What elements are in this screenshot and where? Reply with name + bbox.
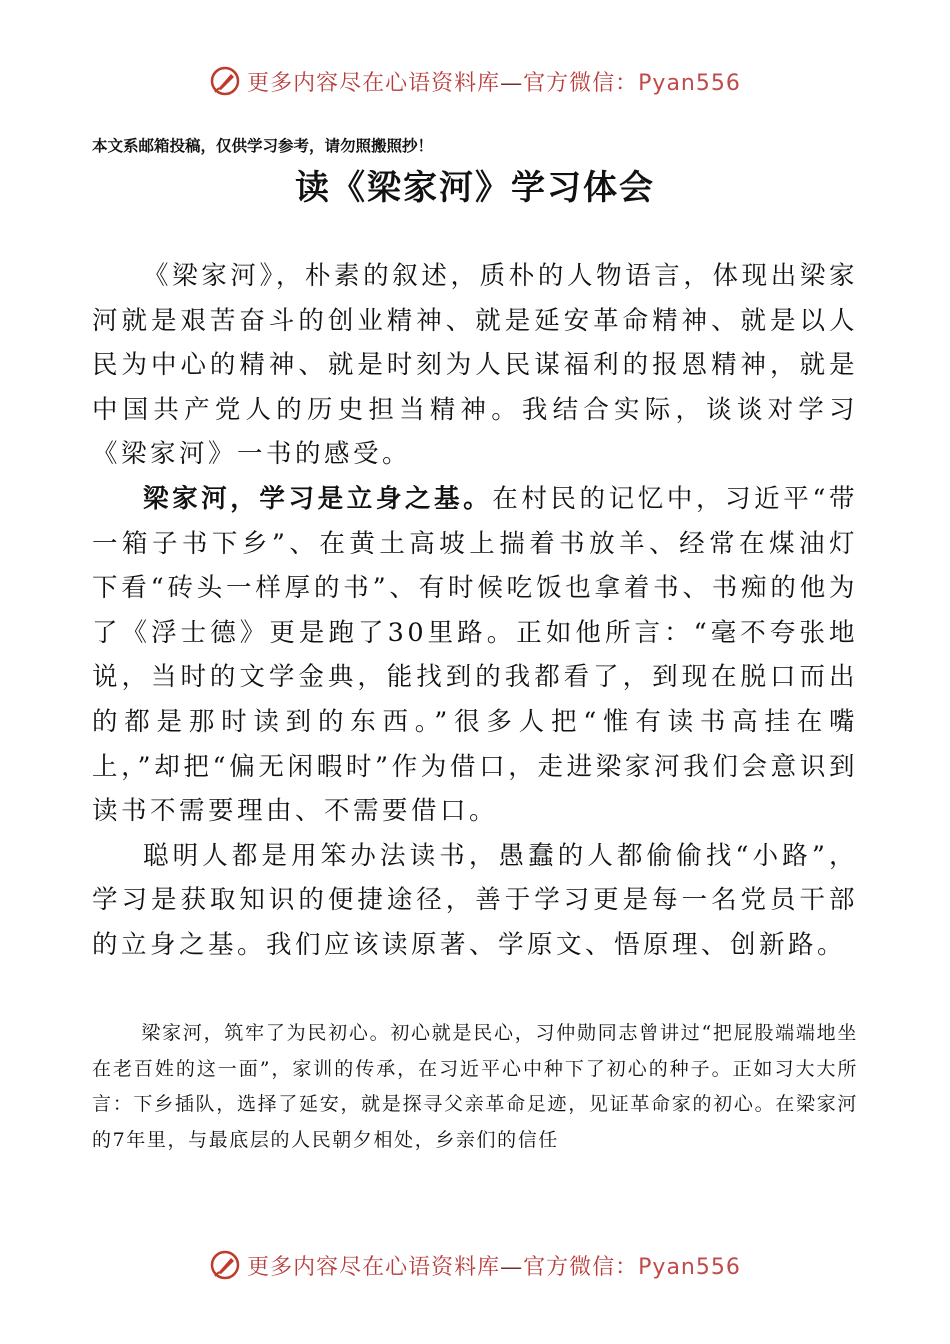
header-banner-text: [247, 66, 741, 97]
header-banner: [0, 56, 950, 106]
paragraph-2-lead: 梁家河，学习是立身之基。: [143, 483, 493, 514]
header-banner-dash: —: [500, 70, 524, 96]
quill-logo-icon: [209, 1249, 241, 1281]
disclaimer: 本文系邮箱投稿，仅供学习参考，请勿照搬照抄！: [92, 136, 434, 155]
paragraph-2-text: 在村民的记忆中，习近平“带一箱子书下乡”、在黄土高坡上揣着书放羊、经常在煤油灯下看“砖头一样厚的书”、有时候吃饭也拿着书、书痴的他为了《浮士德》更是跑了30里路。正如他所言：“毫不夸张地说，当时的文学金典，能找到的我都看了，到现在脱口而出的都是那时读到的东西。”很多人把“惟有读书高挂在嘴上，”却把“偏无闲暇时”作为借口，走进梁家河我们会意识到读书不需要理由、不需要借口。: [92, 483, 858, 827]
footer-banner-id: Pyan556: [638, 1254, 741, 1280]
footer-banner: [0, 1240, 950, 1290]
header-banner-id: Pyan556: [638, 70, 741, 96]
footer-banner-dash: —: [500, 1254, 524, 1280]
header-banner-wechat: 官方微信：: [523, 70, 639, 96]
main-body: [92, 254, 858, 968]
footer-banner-main: 更多内容尽在心语资料库: [247, 1254, 501, 1280]
small-body: [92, 1016, 858, 1158]
footer-banner-wechat: 官方微信：: [523, 1254, 639, 1280]
page-title: 读《梁家河》学习体会: [295, 168, 655, 208]
header-banner-main: 更多内容尽在心语资料库: [247, 70, 501, 96]
quill-logo-icon: [209, 65, 241, 97]
paragraph-1: 《梁家河》，朴素的叙述，质朴的人物语言，体现出梁家河就是艰苦奋斗的创业精神、就是延安革命精神、就是以人民为中心的精神、就是时刻为人民谋福利的报恩精神，就是中国共产党人的历史担当精神。我结合实际，谈谈对学习《梁家河》一书的感受。: [92, 261, 858, 470]
paragraph-3: 聪明人都是用笨办法读书，愚蠢的人都偷偷找“小路”，学习是获取知识的便捷途径，善于学习更是每一名党员干部的立身之基。我们应该读原著、学原文、悟原理、创新路。: [92, 840, 858, 960]
paragraph-4: 梁家河，筑牢了为民初心。初心就是民心，习仲勋同志曾讲过“把屁股端端地坐在老百姓的这一面”，家训的传承，在习近平心中种下了初心的种子。正如习大大所言：下乡插队，选择了延安，就是探寻父亲革命足迹，见证革命家的初心。在梁家河的7年里，与最底层的人民朝夕相处，乡亲们的信任: [92, 1022, 858, 1151]
footer-banner-text: [247, 1250, 741, 1281]
paragraph-2: [92, 477, 858, 834]
